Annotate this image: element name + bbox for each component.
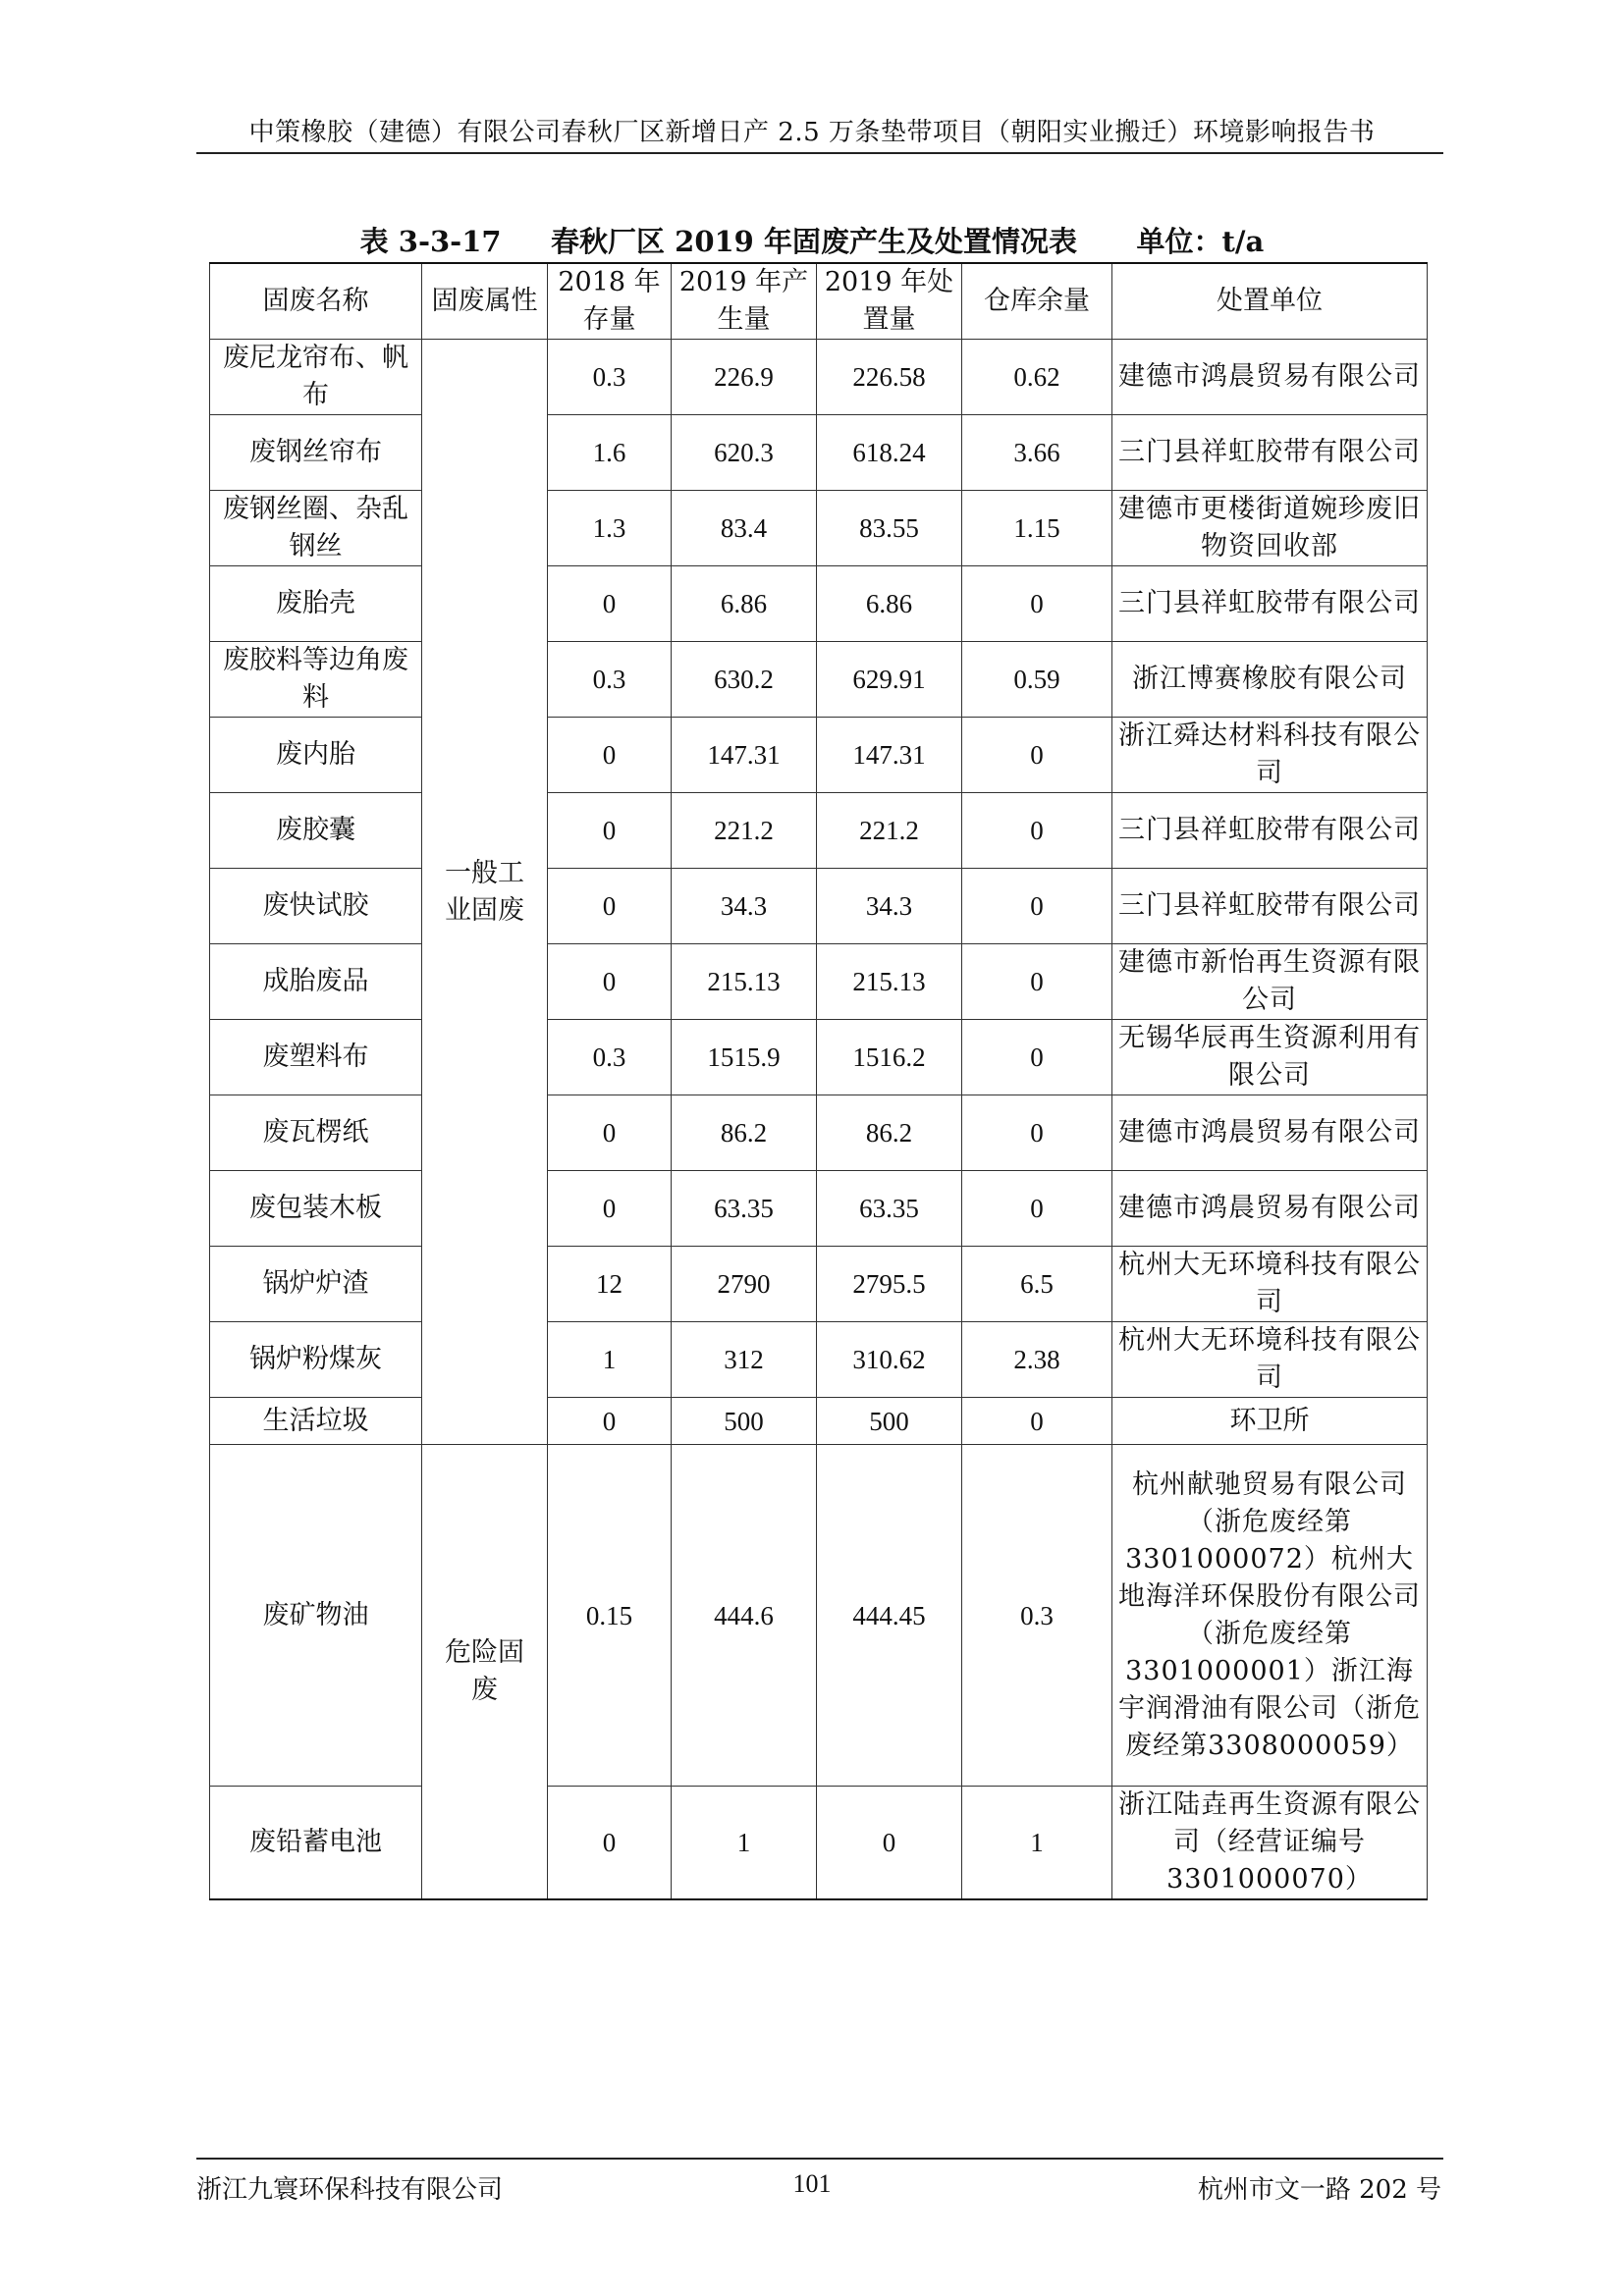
disposal-unit: 三门县祥虹胶带有限公司 — [1112, 566, 1428, 642]
stock-2018: 0.3 — [548, 642, 672, 718]
table-row — [210, 869, 1428, 944]
footer-address: 杭州市文一路 202 号 — [1197, 2175, 1441, 2205]
disposed-2019: 2795.5 — [817, 1247, 962, 1322]
waste-name: 废胶料等边角废料 — [210, 642, 422, 718]
stock-2018: 0 — [548, 566, 672, 642]
produced-2019: 500 — [672, 1398, 817, 1445]
waste-name: 成胎废品 — [210, 944, 422, 1020]
remaining: 0.3 — [962, 1445, 1112, 1787]
disposal-unit: 三门县祥虹胶带有限公司 — [1112, 415, 1428, 491]
stock-2018: 0 — [548, 1171, 672, 1247]
disposal-unit: 建德市新怡再生资源有限公司 — [1112, 944, 1428, 1020]
produced-2019: 312 — [672, 1322, 817, 1398]
produced-2019: 221.2 — [672, 793, 817, 869]
remaining: 0 — [962, 793, 1112, 869]
produced-2019: 6.86 — [672, 566, 817, 642]
remaining: 0 — [962, 1020, 1112, 1095]
disposed-2019: 500 — [817, 1398, 962, 1445]
disposed-2019: 444.45 — [817, 1445, 962, 1787]
remaining: 0.59 — [962, 642, 1112, 718]
disposal-unit: 建德市鸿晨贸易有限公司 — [1112, 340, 1428, 415]
disposal-unit: 杭州献驰贸易有限公司（浙危废经第3301000072）杭州大地海洋环保股份有限公司（浙危废经第3301000001）浙江海宇润滑油有限公司（浙危废经第3308000059） — [1112, 1445, 1428, 1787]
category-general: 一般工业固废 — [422, 340, 548, 1445]
stock-2018: 0.3 — [548, 340, 672, 415]
footer-company: 浙江九寰环保科技有限公司 — [196, 2175, 504, 2205]
waste-name: 废钢丝帘布 — [210, 415, 422, 491]
remaining: 0.62 — [962, 340, 1112, 415]
stock-2018: 12 — [548, 1247, 672, 1322]
produced-2019: 83.4 — [672, 491, 817, 566]
disposed-2019: 1516.2 — [817, 1020, 962, 1095]
waste-name: 锅炉粉煤灰 — [210, 1322, 422, 1398]
table-title: 春秋厂区 2019 年固废产生及处置情况表 — [551, 225, 1077, 258]
remaining: 0 — [962, 1171, 1112, 1247]
disposal-unit: 三门县祥虹胶带有限公司 — [1112, 869, 1428, 944]
stock-2018: 0.3 — [548, 1020, 672, 1095]
table-row — [210, 1095, 1428, 1171]
produced-2019: 147.31 — [672, 718, 817, 793]
disposed-2019: 147.31 — [817, 718, 962, 793]
disposed-2019: 86.2 — [817, 1095, 962, 1171]
disposal-unit: 杭州大无环境科技有限公司 — [1112, 1247, 1428, 1322]
table-row — [210, 1398, 1428, 1445]
remaining: 0 — [962, 869, 1112, 944]
remaining: 0 — [962, 1398, 1112, 1445]
remaining: 0 — [962, 566, 1112, 642]
table-unit: 单位：t/a — [1136, 225, 1265, 258]
remaining: 1 — [962, 1787, 1112, 1900]
column-header: 2019 年产生量 — [672, 263, 817, 340]
disposal-unit: 环卫所 — [1112, 1398, 1428, 1445]
produced-2019: 1515.9 — [672, 1020, 817, 1095]
remaining: 0 — [962, 1095, 1112, 1171]
table-row — [210, 491, 1428, 566]
table-row — [210, 1787, 1428, 1900]
remaining: 6.5 — [962, 1247, 1112, 1322]
disposal-unit: 浙江舜达材料科技有限公司 — [1112, 718, 1428, 793]
produced-2019: 34.3 — [672, 869, 817, 944]
waste-name: 生活垃圾 — [210, 1398, 422, 1445]
disposed-2019: 34.3 — [817, 869, 962, 944]
waste-name: 废铅蓄电池 — [210, 1787, 422, 1900]
produced-2019: 215.13 — [672, 944, 817, 1020]
disposed-2019: 215.13 — [817, 944, 962, 1020]
disposal-unit: 无锡华辰再生资源利用有限公司 — [1112, 1020, 1428, 1095]
disposed-2019: 618.24 — [817, 415, 962, 491]
table-row — [210, 718, 1428, 793]
produced-2019: 86.2 — [672, 1095, 817, 1171]
page-number: 101 — [792, 2169, 832, 2198]
waste-name: 废胎壳 — [210, 566, 422, 642]
header-rule — [196, 152, 1443, 154]
document-header: 中策橡胶（建德）有限公司春秋厂区新增日产 2.5 万条垫带项目（朝阳实业搬迁）环境影响报告书 — [248, 118, 1376, 147]
disposal-unit: 杭州大无环境科技有限公司 — [1112, 1322, 1428, 1398]
table-number: 表 3-3-17 — [359, 225, 502, 258]
stock-2018: 0 — [548, 793, 672, 869]
column-header: 2018 年存量 — [548, 263, 672, 340]
waste-name: 废快试胶 — [210, 869, 422, 944]
disposed-2019: 221.2 — [817, 793, 962, 869]
disposal-unit: 浙江博赛橡胶有限公司 — [1112, 642, 1428, 718]
stock-2018: 0 — [548, 718, 672, 793]
table-row — [210, 566, 1428, 642]
waste-name: 废包装木板 — [210, 1171, 422, 1247]
produced-2019: 63.35 — [672, 1171, 817, 1247]
table-row — [210, 1445, 1428, 1787]
stock-2018: 0 — [548, 1787, 672, 1900]
disposal-unit: 浙江陆垚再生资源有限公司（经营证编号3301000070） — [1112, 1787, 1428, 1900]
disposed-2019: 226.58 — [817, 340, 962, 415]
waste-name: 废内胎 — [210, 718, 422, 793]
produced-2019: 226.9 — [672, 340, 817, 415]
remaining: 3.66 — [962, 415, 1112, 491]
table-row — [210, 1020, 1428, 1095]
stock-2018: 1.6 — [548, 415, 672, 491]
waste-name: 废塑料布 — [210, 1020, 422, 1095]
table-row — [210, 1171, 1428, 1247]
disposed-2019: 63.35 — [817, 1171, 962, 1247]
table-row — [210, 1247, 1428, 1322]
remaining: 0 — [962, 718, 1112, 793]
table-header-row — [210, 263, 1428, 340]
disposal-unit: 建德市鸿晨贸易有限公司 — [1112, 1095, 1428, 1171]
table-row — [210, 793, 1428, 869]
solid-waste-table — [209, 262, 1428, 1900]
disposed-2019: 0 — [817, 1787, 962, 1900]
disposed-2019: 629.91 — [817, 642, 962, 718]
produced-2019: 620.3 — [672, 415, 817, 491]
column-header: 2019 年处置量 — [817, 263, 962, 340]
disposed-2019: 310.62 — [817, 1322, 962, 1398]
category-hazardous: 危险固废 — [422, 1445, 548, 1900]
waste-name: 锅炉炉渣 — [210, 1247, 422, 1322]
stock-2018: 0 — [548, 944, 672, 1020]
disposal-unit: 三门县祥虹胶带有限公司 — [1112, 793, 1428, 869]
stock-2018: 1.3 — [548, 491, 672, 566]
column-header: 处置单位 — [1112, 263, 1428, 340]
table-row — [210, 415, 1428, 491]
remaining: 1.15 — [962, 491, 1112, 566]
remaining: 0 — [962, 944, 1112, 1020]
column-header: 固废名称 — [210, 263, 422, 340]
waste-name: 废瓦楞纸 — [210, 1095, 422, 1171]
produced-2019: 2790 — [672, 1247, 817, 1322]
table-row — [210, 642, 1428, 718]
produced-2019: 1 — [672, 1787, 817, 1900]
produced-2019: 630.2 — [672, 642, 817, 718]
footer-rule — [196, 2158, 1443, 2160]
waste-name: 废尼龙帘布、帆布 — [210, 340, 422, 415]
column-header: 仓库余量 — [962, 263, 1112, 340]
disposed-2019: 83.55 — [817, 491, 962, 566]
stock-2018: 1 — [548, 1322, 672, 1398]
table-caption — [196, 220, 1428, 260]
stock-2018: 0 — [548, 1095, 672, 1171]
column-header: 固废属性 — [422, 263, 548, 340]
waste-name: 废矿物油 — [210, 1445, 422, 1787]
table-row — [210, 1322, 1428, 1398]
waste-name: 废钢丝圈、杂乱钢丝 — [210, 491, 422, 566]
disposal-unit: 建德市鸿晨贸易有限公司 — [1112, 1171, 1428, 1247]
stock-2018: 0 — [548, 1398, 672, 1445]
stock-2018: 0 — [548, 869, 672, 944]
waste-name: 废胶囊 — [210, 793, 422, 869]
table-row — [210, 944, 1428, 1020]
stock-2018: 0.15 — [548, 1445, 672, 1787]
table-row — [210, 340, 1428, 415]
produced-2019: 444.6 — [672, 1445, 817, 1787]
remaining: 2.38 — [962, 1322, 1112, 1398]
disposal-unit: 建德市更楼街道婉珍废旧物资回收部 — [1112, 491, 1428, 566]
disposed-2019: 6.86 — [817, 566, 962, 642]
